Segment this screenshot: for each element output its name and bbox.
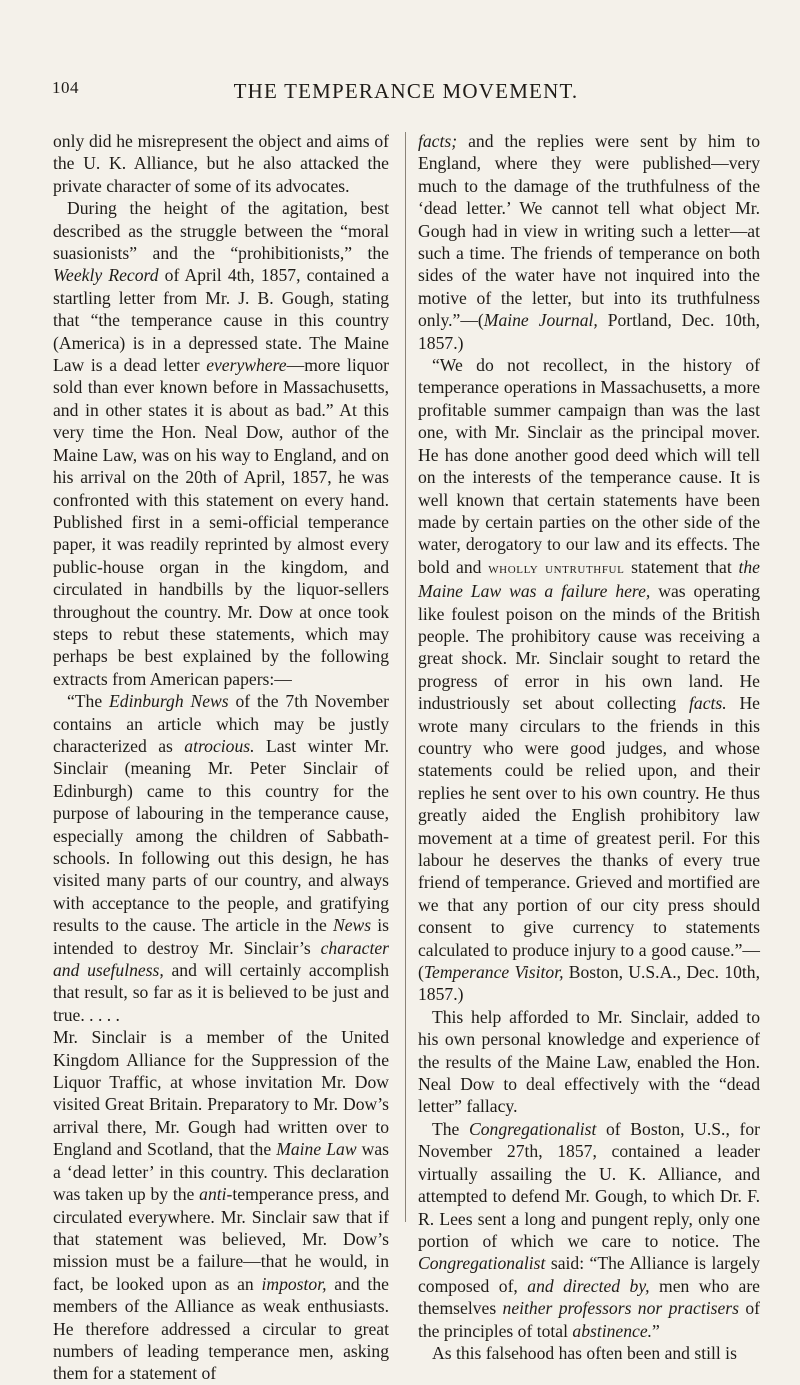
- text: The: [432, 1118, 469, 1139]
- italic-text: impostor,: [261, 1273, 327, 1294]
- paragraph: [53, 197, 389, 690]
- italic-text: neither professors nor practisers: [502, 1298, 739, 1319]
- italic-text: Temperance Visitor,: [423, 962, 564, 983]
- italic-text: facts;: [418, 131, 458, 151]
- quotation-paragraph: [53, 690, 389, 1026]
- italic-text: and directed by,: [527, 1275, 650, 1296]
- text: Portland, Dec. 10th, 1857.): [418, 310, 760, 353]
- text: of the 7th November contains an article which may be justly characterized as: [53, 691, 389, 756]
- text: of the principles of total: [418, 1298, 760, 1341]
- italic-text: Congregationalist: [418, 1253, 546, 1274]
- page-number: 104: [52, 78, 79, 97]
- italic-text: Maine Law: [276, 1139, 357, 1160]
- quotation-paragraph: [418, 354, 760, 1006]
- text: This help afforded to Mr. Sinclair, added to his own personal knowledge and experience of the results of the Maine Law, enabled the Hon. Neal Dow to deal effectively with the “dead letter” fallacy.: [418, 1006, 760, 1117]
- italic-text: Weekly Record: [53, 265, 159, 286]
- page-header: [52, 78, 760, 108]
- text: of April 4th, 1857, contained a startling letter from Mr. J. B. Gough, stating that “the temperance cause in this country (America) is in a depressed state. The Maine Law is a dead letter: [53, 265, 389, 376]
- text: Last winter Mr. Sinclair (meaning Mr. Peter Sinclair of Edinburgh) came to this country for the purpose of labouring in the temperance cause, especially among the children of Sabbath-schools. In following out this design, he has visited many parts of our country, and always with acceptance to the people, and gratifying results to the cause. The article in the: [53, 735, 390, 936]
- column-divider: [405, 132, 406, 1222]
- text: and the members of the Alliance as weak enthusiasts. He therefore addressed a circular to great numbers of leading temperance men, asking them for a statement of: [53, 1273, 389, 1384]
- text: Boston, U.S.A., Dec. 10th, 1857.): [418, 962, 760, 1005]
- text: of Boston, U.S., for November 27th, 1857, contained a leader virtually assailing the U. K. Alliance, and attempted to defend Mr. Gough, to which Dr. F. R. Lees sent a long and pungent reply, only one portion of which we care to notice. The: [418, 1118, 760, 1251]
- italic-text: facts.: [689, 693, 727, 714]
- italic-text: everywhere: [206, 355, 287, 376]
- text: During the height of the agitation, best described as the struggle between the “moral suasionists” and the “prohibitionists,” the: [53, 198, 389, 264]
- italic-text: Edinburgh News: [109, 691, 229, 712]
- paragraph: [53, 1026, 389, 1385]
- text: As this falsehood has often been and still is: [432, 1342, 737, 1363]
- text: and will certainly accomplish that result, so far as it is believed to be just and true. . . . .: [53, 960, 389, 1025]
- text: was operating like foulest poison on the minds of the British people. The prohibitory cause was receiving a great shock. Mr. Sinclair sought to retard the progress of error in his own land. He industriously set about collecting: [418, 581, 760, 714]
- text: “We do not recollect, in the history of temperance operations in Massachusetts, a more profitable summer campaign than was the last one, with Mr. Sinclair as the principal mover. He has done another good deed which will tell on the interests of the temperance cause. It is well known that certain statements have been made by certain parties on the other side of the water, derogatory to our law and its effects. The bold and: [418, 355, 760, 577]
- text: Mr. Sinclair is a member of the United Kingdom Alliance for the Suppression of the Liquor Traffic, at whose invitation Mr. Dow visited Great Britain. Preparatory to Mr. Dow’s arrival there, Mr. Gough had written over to England and Scotland, that the: [53, 1027, 389, 1160]
- text: “The: [67, 691, 110, 712]
- paragraph: [418, 1342, 760, 1364]
- left-column: [53, 130, 389, 1385]
- text: statement that: [624, 556, 739, 577]
- text: He wrote many circulars to the friends in this country who were good judges, and whose statements could be relied upon, and their replies he sent over to his own country. He thus greatly aided the English prohibitory law movement at a time of greatest peril. For this labour he deserves the thanks of every true friend of temperance. Grieved and mortified are we that any portion of our city press should consent to give currency to statements calculated to produce injury to a good cause.”—(: [418, 693, 760, 983]
- small-caps-text: wholly untruthful: [488, 560, 625, 577]
- italic-text: character and usefulness,: [53, 937, 389, 981]
- running-title: THE TEMPERANCE MOVEMENT.: [233, 79, 579, 103]
- paragraph: [418, 1118, 760, 1342]
- paragraph: [418, 130, 760, 354]
- italic-text: anti: [199, 1184, 227, 1205]
- text: -temperance press, and circulated everywhere. Mr. Sinclair saw that if that statement was believed, Mr. Dow’s mission must be a failure—that he would, in fact, be looked upon as an: [53, 1184, 390, 1294]
- text: was a ‘dead letter’ in this country. This declaration was taken up by the: [53, 1139, 389, 1205]
- italic-text: News: [332, 915, 372, 936]
- text: is intended to destroy Mr. Sinclair’s: [53, 915, 389, 958]
- text: —more liquor sold than ever known before in Massachusetts, and in other states it is about as bad.” At this very time the Hon. Neal Dow, author of the Maine Law, was on his way to England, and on his arrival on the 20th of April, 1857, he was confronted with this statement on every hand. Published first in a semi-official temperance paper, it was readily reprinted by almost every public-house organ in the kingdom, and circulated in handbills by the liquor-sellers throughout the country. Mr. Dow at once took steps to rebut these statements, which may perhaps be best explained by the following extracts from American papers:—: [53, 355, 389, 689]
- text: only did he misrepresent the object and aims of the U. K. Alliance, but he also attacked the private character of some of its advocates.: [53, 131, 389, 196]
- paragraph: [418, 1006, 760, 1118]
- paragraph: [53, 130, 389, 197]
- italic-text: the Maine Law was a failure here,: [418, 556, 760, 602]
- italic-text: Congregationalist: [468, 1118, 597, 1139]
- italic-text: Maine Journal,: [483, 310, 598, 331]
- italic-text: atrocious.: [184, 735, 255, 756]
- text: ”: [652, 1320, 660, 1341]
- text: men who are themselves: [418, 1275, 760, 1319]
- text: and the replies were sent by him to England, where they were published—very much to the damage of the truthfulness of the ‘dead letter.’ We cannot tell what object Mr. Gough had in view in writing such a letter—at such a time. The friends of temperance on both sides of the water have not inquired into the motive of the letter, but into its truthfulness only.”—(: [418, 131, 760, 331]
- right-column: [418, 130, 760, 1364]
- text: said: “The Alliance is largely composed of,: [418, 1253, 760, 1296]
- italic-text: abstinence.: [572, 1320, 653, 1341]
